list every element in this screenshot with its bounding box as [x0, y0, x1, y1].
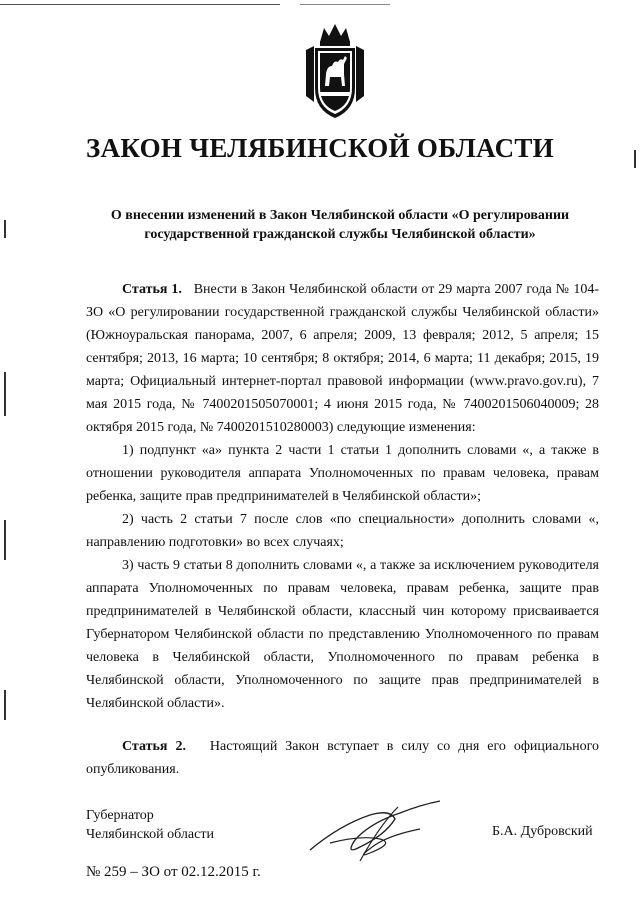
article-1-intro [86, 278, 599, 439]
document-subtitle [100, 206, 580, 244]
subtitle-line: О внесении изменений в Закон Челябинской области «О регулировании [110, 208, 570, 223]
signatory-position-line: Губернатор [86, 808, 154, 823]
document-number: № 259 – ЗО от 02.12.2015 г. [86, 864, 261, 880]
article-1-label: Статья 1. [122, 282, 182, 297]
article-2-label: Статья 2. [122, 739, 186, 754]
article-1 [86, 278, 599, 715]
article-1-item-3: 3) часть 9 статьи 8 дополнить словами «, а также за исключением руководителя аппарата Уполномоченных по правам человека, правам ребенка, защите прав предпринимателей в Челябинской области, классный чин которому присваивается Губернатором Челябинской области по представлению Уполномоченного по правам человека в Челябинской области, Уполномоченного по правам ребенка в Челябинской области, Уполномоченного по защите прав предпринимателей в Челябинской области». [86, 558, 599, 711]
scan-margin-mark [4, 220, 6, 238]
article-1-item-1: 1) подпункт «а» пункта 2 части 1 статьи 1 дополнить словами «, а также в отношении руководителя аппарата Уполномоченных по правам человека, правам ребенка, защите прав предпринимателей в Челябинской области»; [86, 443, 599, 504]
scan-margin-mark [4, 520, 6, 560]
scan-edge-line [0, 4, 280, 5]
article-2-body: Настоящий Закон вступает в силу со дня его официального опубликования. [86, 739, 600, 777]
scan-margin-mark [4, 372, 6, 416]
handwritten-signature [300, 795, 450, 865]
subtitle-line: государственной гражданской службы Челябинской области» [144, 227, 536, 242]
chelyabinsk-coat-of-arms-icon [298, 22, 372, 122]
article-2-text [86, 735, 599, 781]
article-1-item-2: 2) часть 2 статьи 7 после слов «по специальности» дополнить словами «, направлению подготовки» во всех случаях; [86, 512, 599, 550]
document-title: ЗАКОН ЧЕЛЯБИНСКОЙ ОБЛАСТИ [86, 133, 554, 163]
signatory-position [86, 806, 214, 844]
signatory-name: Б.А. Дубровский [492, 824, 593, 839]
article-1-intro-text: Внести в Закон Челябинской области от 29 марта 2007 года № 104-ЗО «О регулировании государственной гражданской службы Челябинской области» (Южноуральская панорама, 2007, 6 апреля; 2009, 13 февраля; 2012, 5 апреля; 15 сентября; 2013, 16 марта; 10 сентября; 8 октября; 2014, 6 марта; 11 декабря; 2015, 19 марта; Официальный интернет-портал правовой информации (www.pravo.gov.ru), 7 мая 2015 года, № 7400201505070001; 4 июня 2015 года, № 7400201506040009; 28 октября 2015 года, № 7400201510280003) следующие изменения: [86, 282, 600, 435]
scan-edge-line [300, 4, 390, 5]
signatory-position-line: Челябинской области [86, 827, 214, 842]
scan-margin-mark [4, 690, 6, 720]
article-2 [86, 735, 599, 781]
